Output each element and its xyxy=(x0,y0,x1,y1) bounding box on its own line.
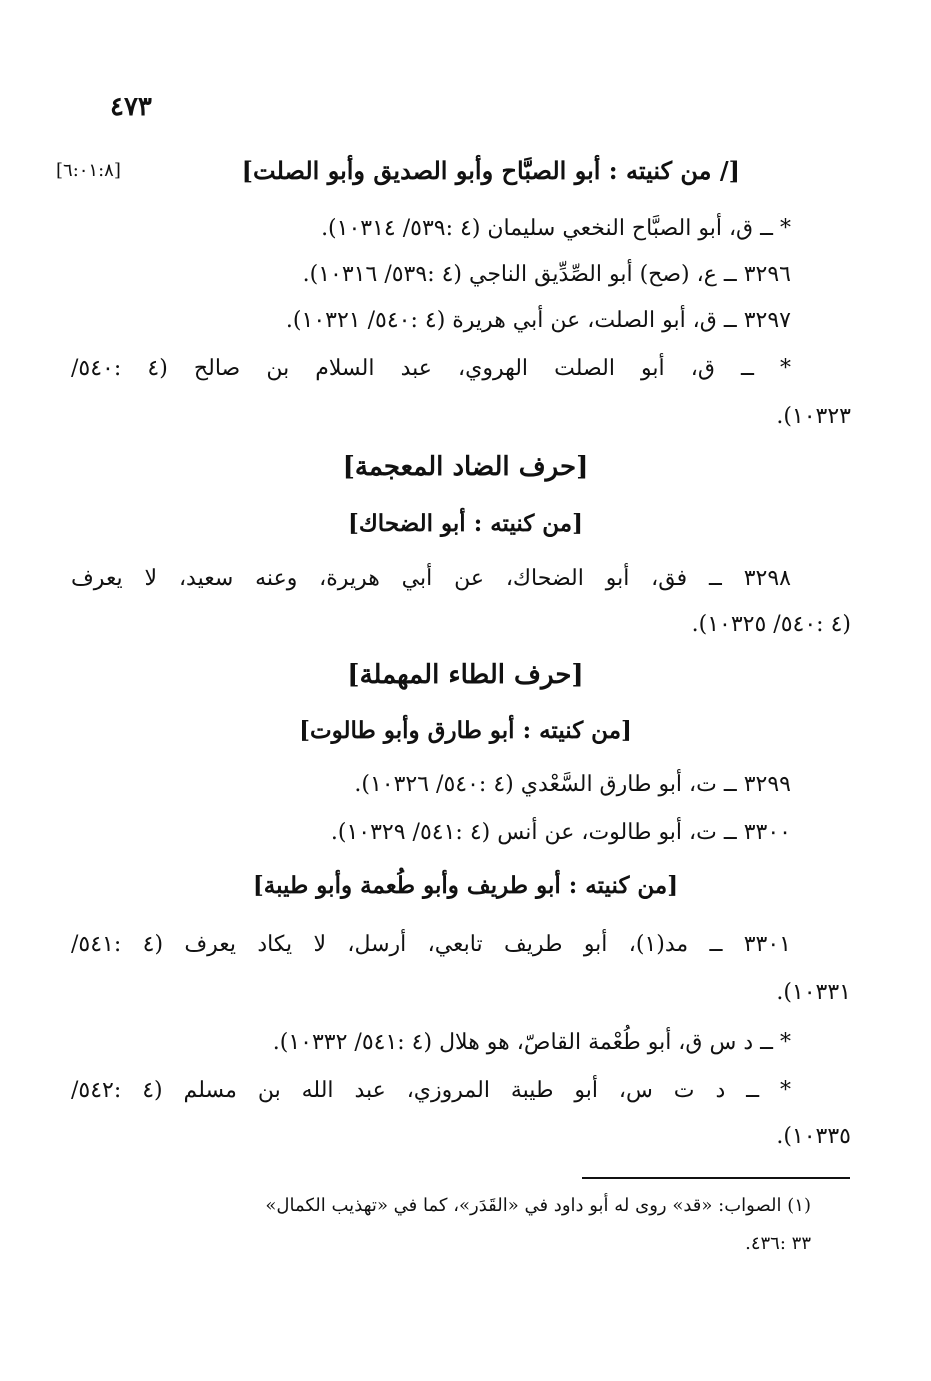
entry-line: ٣٣٠٠ ــ ت، أبو طالوت، عن أنس (٤ :٥٤١/ ١٠٣٢٩). xyxy=(330,820,791,845)
entry-line: ٣٣٠١ ــ مد(١)، أبو طريف تابعي، أرسل، لا يكاد يعرف (٤ :٥٤١/ xyxy=(71,932,791,957)
entry-continuation: ١٠٣٣٥). xyxy=(776,1124,851,1149)
entry-line: ٣٢٩٨ ــ فق، أبو الضحاك، عن أبي هريرة، وعنه سعيد، لا يعرف xyxy=(71,566,791,591)
entry-line: * ــ د ت س، أبو طيبة المروزي، عبد الله بن مسلم (٤ :٥٤٢/ xyxy=(71,1078,791,1103)
entry-line: ٣٢٩٧ ــ ق، أبو الصلت، عن أبي هريرة (٤ :٥٤٠/ ١٠٣٢١). xyxy=(285,308,791,333)
footnote-divider xyxy=(582,1177,850,1179)
entry-line: * ــ ق، أبو الصبَّاح النخعي سليمان (٤ :٥٣٩/ ١٠٣١٤). xyxy=(321,216,791,241)
kunya-heading-ta-2: [من كنيته : أبو طريف وأبو طُعمة وأبو طيبة] xyxy=(252,872,679,899)
entry-line: ٣٢٩٩ ــ ت، أبو طارق السَّعْدي (٤ :٥٤٠/ ١٠٣٢٦). xyxy=(354,772,791,797)
kunya-heading-ta-1: [من كنيته : أبو طارق وأبو طالوت] xyxy=(299,717,632,744)
page-number: ٤٧٣ xyxy=(110,92,152,122)
letter-heading-dad: [حرف الضاد المعجمة] xyxy=(342,452,589,482)
entry-continuation: ١٠٣٣١). xyxy=(776,980,851,1005)
kunya-heading-sad: [/ من كنيته : أبو الصبَّاح وأبو الصديق وأبو الصلت] xyxy=(241,156,740,185)
entry-line: * ــ ق، أبو الصلت الهروي، عبد السلام بن صالح (٤ :٥٤٠/ xyxy=(71,356,792,381)
entry-continuation: ١٠٣٢٣). xyxy=(776,404,851,429)
entry-continuation: (٤ :٥٤٠/ ١٠٣٢٥). xyxy=(691,612,851,637)
footnote-line: (١) الصواب: «قد» روى له أبو داود في «القَدَر»، كما في «تهذيب الكمال» xyxy=(265,1195,811,1216)
entry-line: ٣٢٩٦ ــ ع، (صح) أبو الصِّدِّيق الناجي (٤ :٥٣٩/ ١٠٣١٦). xyxy=(302,262,791,287)
kunya-heading-dad: [من كنيته : أبو الضحاك] xyxy=(347,510,584,537)
footnote-line: ٣٣ :٤٣٦. xyxy=(745,1233,811,1254)
letter-heading-ta: [حرف الطاء المهملة] xyxy=(347,660,584,690)
entry-line: * ــ د س ق، أبو طُعْمة القاصّ، هو هلال (٤ :٥٤١/ ١٠٣٣٢). xyxy=(272,1030,791,1055)
side-reference: [٦:٠١:٨] xyxy=(56,160,121,181)
